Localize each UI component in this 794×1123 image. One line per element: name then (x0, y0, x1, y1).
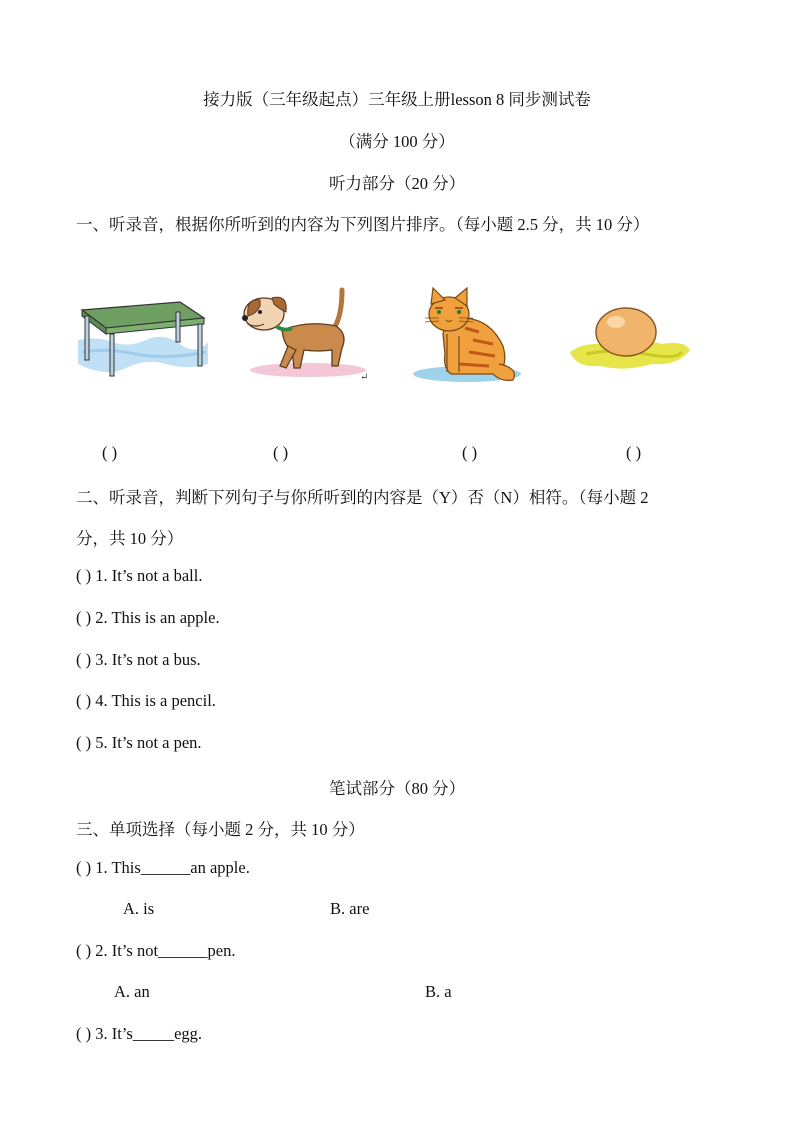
answer-blank-1[interactable]: ( ) (102, 443, 118, 462)
section3-instruction: 三、单项选择（每小题 2 分，共 10 分） (76, 820, 365, 839)
page-title: 接力版（三年级起点）三年级上册lesson 8 同步测试卷 (203, 90, 591, 109)
answer-blank-4[interactable]: ( ) (626, 443, 642, 462)
choice-question-1[interactable]: ( ) 1. This______an apple. (76, 858, 250, 877)
full-score: （满分 100 分） (339, 132, 455, 151)
choice-question-2[interactable]: ( ) 2. It’s not______pen. (76, 941, 236, 960)
return-mark-icon: ↵ (360, 372, 369, 383)
judge-item-5[interactable]: ( ) 5. It’s not a pen. (76, 733, 202, 752)
egg-picture (566, 296, 692, 378)
section2-instruction-line1: 二、听录音，判断下列句子与你所听到的内容是（Y）否（N）相符。（每小题 2 (76, 488, 649, 507)
section1-instruction: 一、听录音，根据你所听到的内容为下列图片排序。（每小题 2.5 分，共 10 分） (76, 215, 650, 234)
answer-blank-2[interactable]: ( ) (273, 443, 289, 462)
choice-q2-option-a[interactable]: A. an (114, 982, 150, 1001)
dog-picture (238, 286, 372, 384)
judge-item-3[interactable]: ( ) 3. It’s not a bus. (76, 650, 201, 669)
table-picture (76, 292, 210, 384)
choice-q1-option-b[interactable]: B. are (330, 899, 370, 918)
judge-item-1[interactable]: ( ) 1. It’s not a ball. (76, 566, 203, 585)
listening-heading: 听力部分（20 分） (328, 174, 466, 193)
choice-question-3[interactable]: ( ) 3. It’s_____egg. (76, 1024, 203, 1043)
choice-q2-option-b[interactable]: B. a (425, 982, 452, 1001)
judge-item-2[interactable]: ( ) 2. This is an apple. (76, 608, 220, 627)
judge-item-4[interactable]: ( ) 4. This is a pencil. (76, 691, 216, 710)
cat-picture (403, 284, 521, 386)
writing-heading: 笔试部分（80 分） (328, 779, 466, 798)
section2-instruction-line2: 分，共 10 分） (76, 529, 184, 548)
choice-q1-option-a[interactable]: A. is (123, 899, 155, 918)
answer-blank-3[interactable]: ( ) (462, 443, 478, 462)
